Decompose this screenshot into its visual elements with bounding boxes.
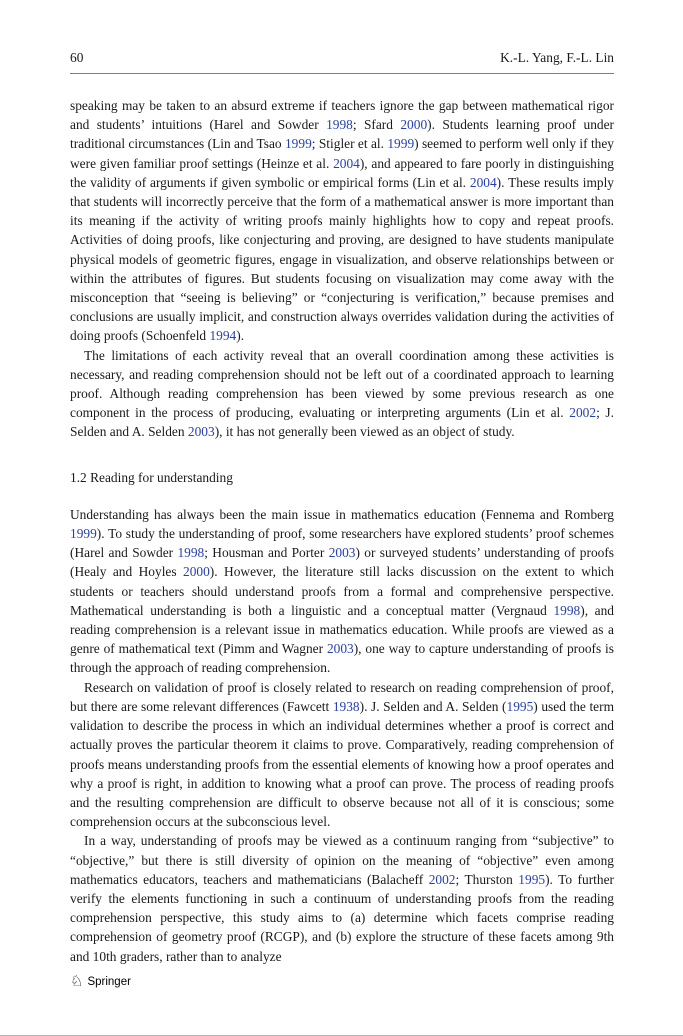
citation-year-link[interactable]: 1998 [177,545,205,561]
citation-year-link[interactable]: 2000 [400,117,428,133]
citation-year-link[interactable]: 2003 [326,641,354,657]
body-paragraph: Understanding has always been the main issue in mathematics education (Fennema and Romberg 1999). To study the understanding of proof, some researchers have explored students’ proof schemes (Harel and Sowder 1998; Housman and Porter 2003) or surveyed students’ understanding of proofs (Healy and Hoyles 2000). However, the literature still lacks discussion on the extent to which students or teachers should understand proofs from a formal and comprehensive perspective. Mathematical understanding is both a linguistic and a conceptual matter (Vergnaud 1998), and reading comprehension is a relevant issue in mathematics education. While proofs are viewed as a genre of mathematical text (Pimm and Wagner 2003), one way to capture understanding of proofs is through the approach of reading comprehension. [70,506,615,676]
body-paragraph: In a way, understanding of proofs may be viewed as a continuum ranging from “subjective” to “objective,” but there is still diversity of opinion on the meaning of “objective” even among mathematics educators, teachers and mathematicians (Balacheff 2002; Thurston 1995). To further verify the elements functioning in such a continuum of understanding proofs from the reading comprehension perspective, this study aims to (a) determine which facets comprise reading comprehension of geometry proof (RCGP), and (b) explore the structure of these facets among 9th and 10th graders, rather than to analyze [70,833,614,964]
page-header [70,50,614,66]
article-body [70,96,614,966]
body-paragraph: The limitations of each activity reveal that an overall coordination among these activities is necessary, and reading comprehension should not be left out of a coordinated approach to learning proof. Although reading comprehension has been viewed by some previous research as one component in the process of producing, evaluating or interpreting arguments (Lin et al. 2002; J. Selden and A. Selden 2003), it has not generally been viewed as an object of study. [70,347,614,440]
citation-year-link[interactable]: 1999 [387,136,415,152]
citation-year-link[interactable]: 1999 [284,136,312,152]
citation-year-link[interactable]: 2002 [428,871,456,887]
publisher-name: Springer [87,975,131,988]
citation-year-link[interactable]: 2004 [333,155,360,171]
citation-year-link[interactable]: 1998 [326,117,353,133]
section-heading: 1.2 Reading for understanding [70,469,233,485]
citation-year-link[interactable]: 1995 [506,698,534,714]
springer-logo-icon: ♘ [70,972,84,990]
body-paragraph: Research on validation of proof is closely related to research on reading comprehension of proof, but there are some relevant differences (Fawcett 1938). J. Selden and A. Selden (1995) used the term validation to describe the process in which an individual determines whether a proof is correct and actually proves the particular theorem it claims to prove. Comparatively, reading comprehension of proofs means understanding proofs from the essential elements of knowing how a proof operates and why a proof is right, in addition to knowing what a proof can prove. The process of reading proofs and the resulting comprehension are difficult to observe because not all of it is conscious; some comprehension occurs at the subconscious level. [70,679,614,830]
citation-year-link[interactable]: 1995 [518,871,546,887]
citation-year-link[interactable]: 2000 [183,564,210,580]
citation-year-link[interactable]: 2002 [569,405,597,421]
page-footer [70,974,131,989]
citation-year-link[interactable]: 2003 [187,424,215,440]
citation-year-link[interactable]: 1994 [209,328,237,344]
running-head: K.-L. Yang, F.-L. Lin [500,50,614,65]
citation-year-link[interactable]: 1999 [70,526,97,542]
body-paragraph: speaking may be taken to an absurd extreme if teachers ignore the gap between mathematical rigor and students’ intuitions (Harel and Sowder 1998; Sfard 2000). Students learning proof under traditional circumstances (Lin and Tsao 1999; Stigler et al. 1999) seemed to perform well only if they were given familiar proof settings (Heinze et al. 2004), and appeared to fare poorly in distinguishing the validity of arguments if given symbolic or empirical forms (Lin et al. 2004). These results imply that students will incorrectly perceive that the form of a mathematical answer is more important than its meaning if the activity of writing proofs mainly highlights how to copy and repeat proofs. Activities of doing proofs, like conjecturing and proving, are designed to have students manipulate physical models of geometric figures, engage in visualization, and observe relationships between or within the attributes of figures. But students focusing on visualization may come away with the misconception that “seeing is believing” or “conjecturing is verification,” because premises and conclusions are usually implicit, and construction always overrides validation during the activities of doing proofs (Schoenfeld 1994). [70,98,614,344]
citation-year-link[interactable]: 2004 [469,174,497,190]
citation-year-link[interactable]: 1998 [553,602,581,618]
citation-year-link[interactable]: 2003 [328,545,356,561]
header-divider [70,73,614,74]
citation-year-link[interactable]: 1938 [332,698,360,714]
page-number: 60 [70,50,84,65]
